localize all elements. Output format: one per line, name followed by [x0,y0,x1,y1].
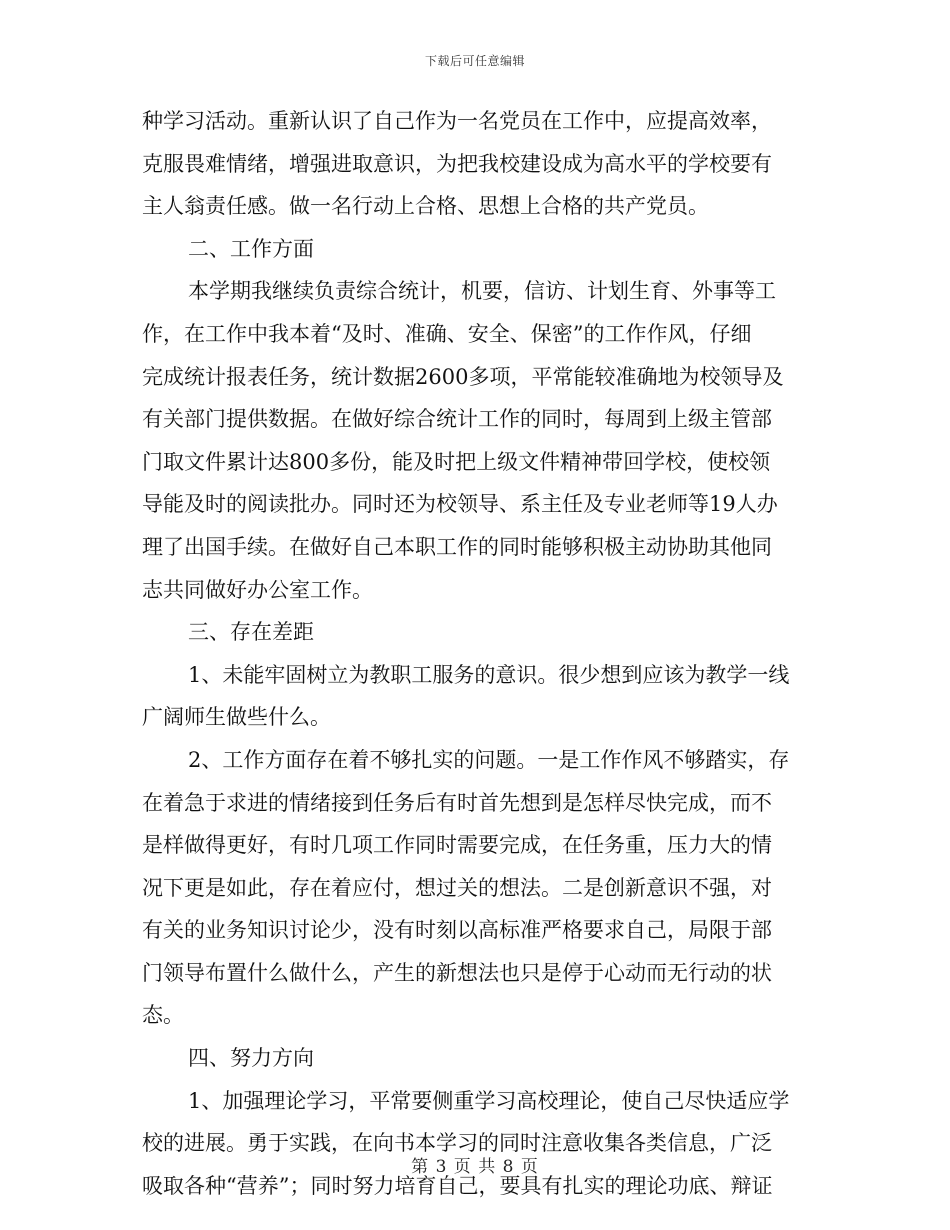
text-line: 作，在工作中我本着“及时、准确、安全、保密”的工作作风，仔细 [142,321,752,346]
text-line: 导能及时的阅读批办。同时还为校领导、系主任及专业老师等19人办 [142,492,778,517]
text-line: 广阔师生做些什么。 [142,705,331,730]
text-line: 在着急于求进的情绪接到任务后有时首先想到是怎样尽快完成，而不 [142,790,772,815]
text-line: 态。 [142,1003,184,1028]
text-line: 克服畏难情绪，增强进取意识，为把我校建设成为高水平的学校要有 [142,151,772,176]
text-line: 三、存在差距 [188,620,314,645]
page-header: 下载后可任意编辑 [424,54,525,68]
text-line: 四、努力方向 [188,1046,314,1071]
text-line: 况下更是如此，存在着应付，想过关的想法。二是创新意识不强，对 [142,875,772,900]
text-line: 有关的业务知识讨论少，没有时刻以高标准严格要求自己，局限于部 [142,918,772,943]
text-line: 种学习活动。重新认识了自己作为一名党员在工作中，应提高效率， [142,109,772,133]
text-line: 理了出国手续。在做好自己本职工作的同时能够积极主动协助其他同 [142,534,772,559]
body-text [142,100,818,1207]
text-line: 2、工作方面存在着不够扎实的问题。一是工作作风不够踏实，存 [188,747,790,772]
text-line: 主人翁责任感。做一名行动上合格、思想上合格的共产党员。 [142,194,709,219]
text-line: 1、加强理论学习，平常要侧重学习高校理论，使自己尽快适应学 [188,1088,790,1113]
page-footer: 第 3 页 共 8 页 [411,1157,539,1177]
text-line: 1、未能牢固树立为教职工服务的意识。很少想到应该为教学一线 [188,662,790,687]
text-line: 志共同做好办公室工作。 [142,577,373,602]
text-line: 是样做得更好，有时几项工作同时需要完成，在任务重，压力大的情 [142,833,772,858]
text-line: 本学期我继续负责综合统计，机要，信访、计划生育、外事等工 [188,279,776,304]
text-line: 门取文件累计达800多份，能及时把上级文件精神带回学校，使校领 [142,449,771,474]
text-line: 门领导布置什么做什么，产生的新想法也只是停于心动而无行动的状 [142,960,772,985]
text-line: 完成统计报表任务，统计数据2600多项，平常能较准确地为校领导及 [142,364,784,389]
text-line: 吸取各种“营养”；同时努力培育自己，要具有扎实的理论功底、辩证 [142,1173,773,1198]
text-line: 校的进展。勇于实践，在向书本学习的同时注意收集各类信息，广泛 [142,1131,772,1156]
text-line: 二、工作方面 [188,236,314,261]
text-line: 有关部门提供数据。在做好综合统计工作的同时，每周到上级主管部 [142,407,772,432]
